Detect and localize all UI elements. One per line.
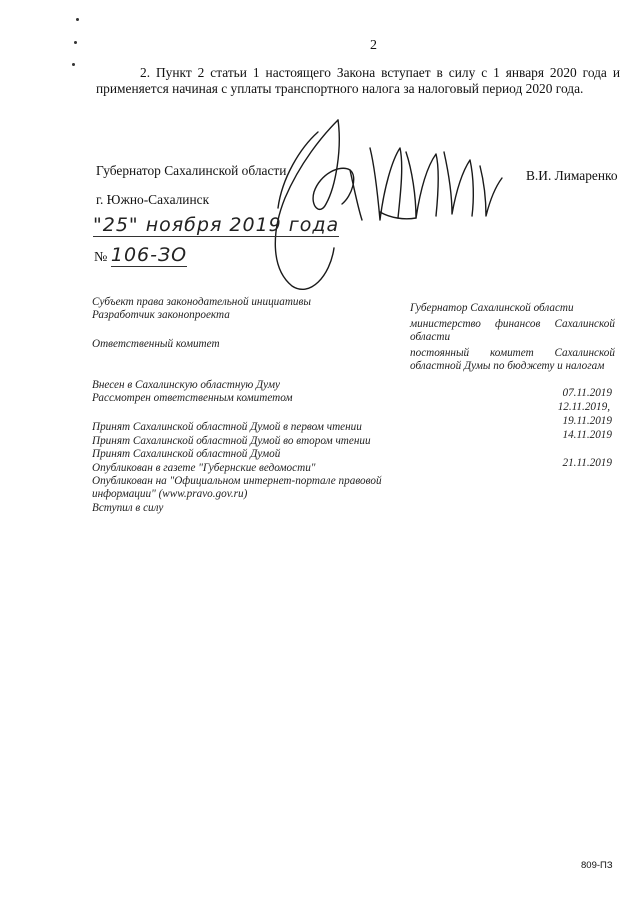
info-first-reading-label: Принят Сахалинской областной Думой в первом чтении	[92, 421, 362, 433]
info-published-gazette-label: Опубликован в газете "Губернские ведомости"	[92, 462, 316, 474]
footer-code: 809-ПЗ	[581, 860, 613, 871]
governor-name: В.И. Лимаренко	[526, 168, 618, 183]
city: г. Южно-Сахалинск	[96, 192, 210, 207]
signing-date	[93, 214, 339, 236]
date-second-reading: 14.11.2019	[562, 429, 612, 441]
info-adopted-label: Принят Сахалинской областной Думой	[92, 448, 281, 460]
date-submitted: 07.11.2019	[562, 387, 612, 399]
date-published: 21.11.2019	[562, 457, 612, 469]
law-paragraph: 2. Пункт 2 статьи 1 настоящего Закона вступает в силу с 1 января 2020 года и применяется начиная с уплаты транспортного налога за налоговый период 2020 года.	[96, 65, 620, 96]
governor-title: Губернатор Сахалинской области	[96, 163, 287, 178]
scan-speck	[72, 63, 75, 66]
info-developer-label: Разработчик законопроекта	[92, 309, 230, 321]
info-committee-value: постоянный комитет Сахалинской областной Думы по бюджету и налогам	[410, 347, 615, 372]
info-reviewed-label: Рассмотрен ответственным комитетом	[92, 392, 293, 404]
scan-speck	[74, 41, 77, 44]
info-effective-label: Вступил в силу	[92, 502, 164, 514]
info-developer-value: министерство финансов Сахалинской области	[410, 318, 615, 343]
law-number	[94, 244, 187, 266]
law-number-handwritten: 106-ЗО	[110, 244, 188, 266]
date-first-reading: 19.11.2019	[562, 415, 612, 427]
info-subject-value: Губернатор Сахалинской области	[410, 302, 574, 314]
law-number-prefix: №	[94, 250, 108, 265]
info-second-reading-label: Принят Сахалинской областной Думой во втором чтении	[92, 435, 371, 447]
info-subject-label: Субъект права законодательной инициативы	[92, 296, 311, 308]
date-reviewed: 12.11.2019,	[557, 401, 610, 413]
signing-date-handwritten: "25" ноября 2019 года	[93, 214, 340, 236]
scan-speck	[76, 18, 79, 21]
info-submitted-label: Внесен в Сахалинскую областную Думу	[92, 379, 280, 391]
info-right-column	[410, 302, 615, 373]
signature-icon	[230, 108, 530, 298]
page-number: 2	[370, 38, 377, 53]
info-committee-label: Ответственный комитет	[92, 338, 220, 350]
info-published-portal-label: Опубликован на "Официальном интернет-портале правовой информации" (www.pravo.gov.ru)	[92, 475, 382, 500]
